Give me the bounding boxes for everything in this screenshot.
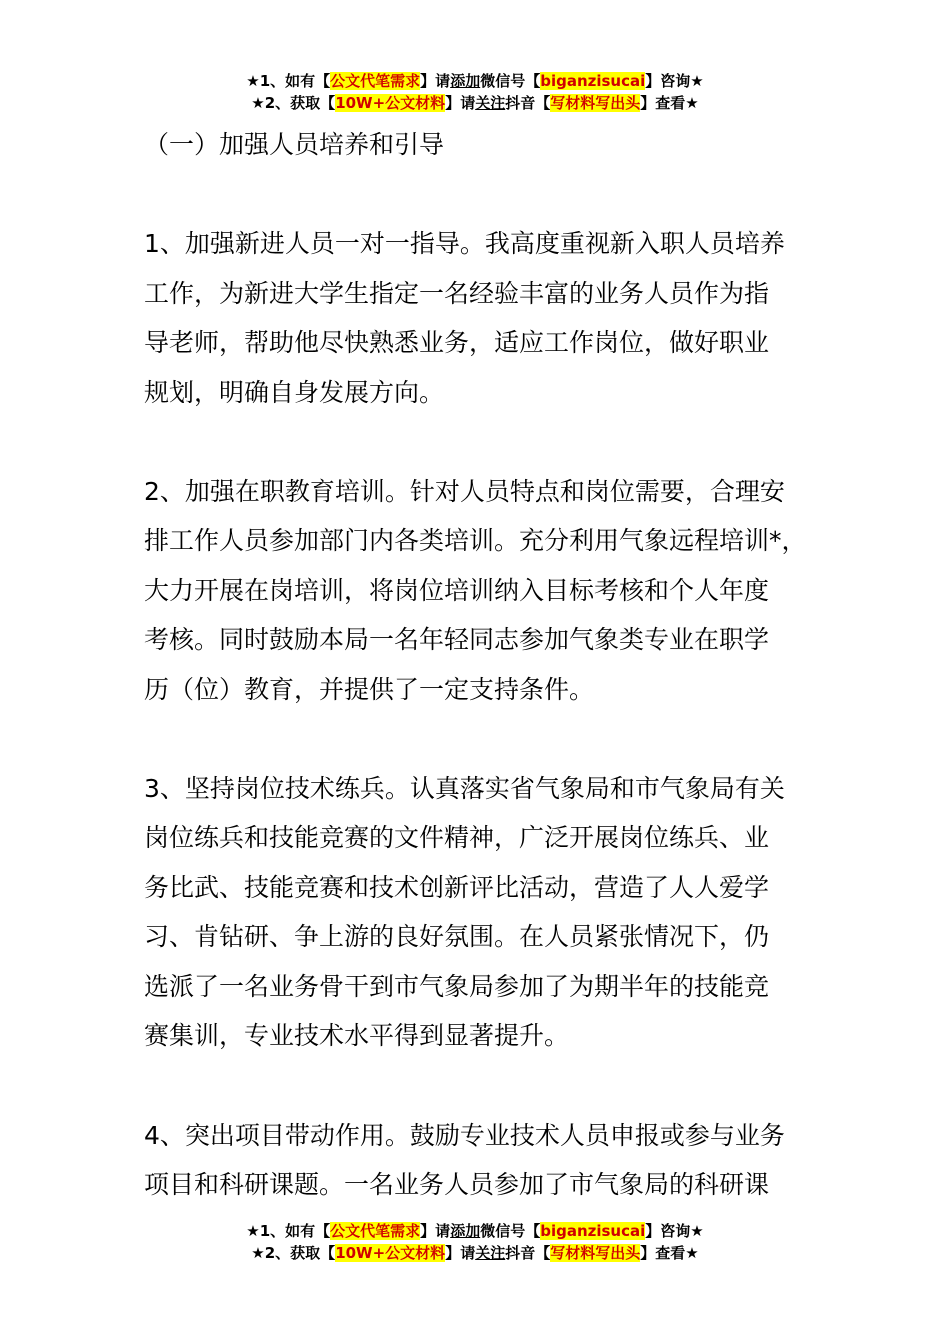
banner-text: 微信号【	[480, 72, 541, 90]
highlight-text: 10W+公文材料	[335, 1244, 446, 1262]
banner-text: 抖音【	[505, 94, 551, 112]
paragraph-4: 4、突出项目带动作用。鼓励专业技术人员申报或参与业务 项目和科研课题。一名业务人员参加了市气象局的科研课	[144, 1120, 785, 1199]
banner-text: 】查看★	[640, 94, 699, 112]
footer-banner	[0, 1220, 950, 1264]
banner-text: 抖音【	[505, 1244, 551, 1262]
banner-text: 】请	[420, 1222, 451, 1240]
banner-text: 】请	[445, 1244, 476, 1262]
underlined-text: 添加	[450, 72, 481, 90]
paragraph-1: 1、加强新进人员一对一指导。我高度重视新入职人员培养 工作，为新进大学生指定一名经验丰富的业务人员作为指 导老师，帮助他尽快熟悉业务，适应工作岗位，做好职业 规划，明确自身发展方向。	[144, 229, 785, 407]
banner-text: 】请	[420, 72, 451, 90]
banner-text: 】查看★	[640, 1244, 699, 1262]
underlined-text: 关注	[475, 94, 506, 112]
highlight-text: 写材料写出头	[550, 94, 641, 112]
banner-line-2	[0, 92, 950, 114]
banner-line-1	[0, 1220, 950, 1242]
highlight-text: 写材料写出头	[550, 1244, 641, 1262]
paragraph-3: 3、坚持岗位技术练兵。认真落实省气象局和市气象局有关 岗位练兵和技能竞赛的文件精神，广泛开展岗位练兵、业 务比武、技能竞赛和技术创新评比活动，营造了人人爱学 习、肯钻研、争上游的良好氛围。在人员紧张情况下，仍 选派了一名业务骨干到市气象局参加了为期半年的技能竞 赛集训，专业技术水平得到显著提升。	[144, 773, 785, 1050]
highlight-text: biganzisucai	[540, 1222, 646, 1240]
highlight-text: biganzisucai	[540, 72, 646, 90]
highlight-text: 公文代笔需求	[330, 72, 421, 90]
header-banner	[0, 70, 950, 114]
paragraph-2: 2、加强在职教育培训。针对人员特点和岗位需要，合理安 排工作人员参加部门内各类培训。充分利用气象远程培训*， 大力开展在岗培训，将岗位培训纳入目标考核和个人年度 考核。同时鼓励本局一名年轻同志参加气象类专业在职学 历（位）教育，并提供了一定支持条件。	[144, 476, 807, 704]
banner-line-1	[0, 70, 950, 92]
banner-text: ★1、如有【	[246, 1222, 331, 1240]
banner-text: 】咨询★	[645, 72, 704, 90]
banner-text: ★2、获取【	[251, 1244, 336, 1262]
section-heading: （一）加强人员培养和引导	[144, 130, 445, 159]
document-body	[144, 123, 814, 1210]
banner-text: 】咨询★	[645, 1222, 704, 1240]
banner-text: ★2、获取【	[251, 94, 336, 112]
highlight-text: 10W+公文材料	[335, 94, 446, 112]
banner-text: 】请	[445, 94, 476, 112]
highlight-text: 公文代笔需求	[330, 1222, 421, 1240]
underlined-text: 关注	[475, 1244, 506, 1262]
banner-text: 微信号【	[480, 1222, 541, 1240]
banner-text: ★1、如有【	[246, 72, 331, 90]
banner-line-2	[0, 1242, 950, 1264]
underlined-text: 添加	[450, 1222, 481, 1240]
